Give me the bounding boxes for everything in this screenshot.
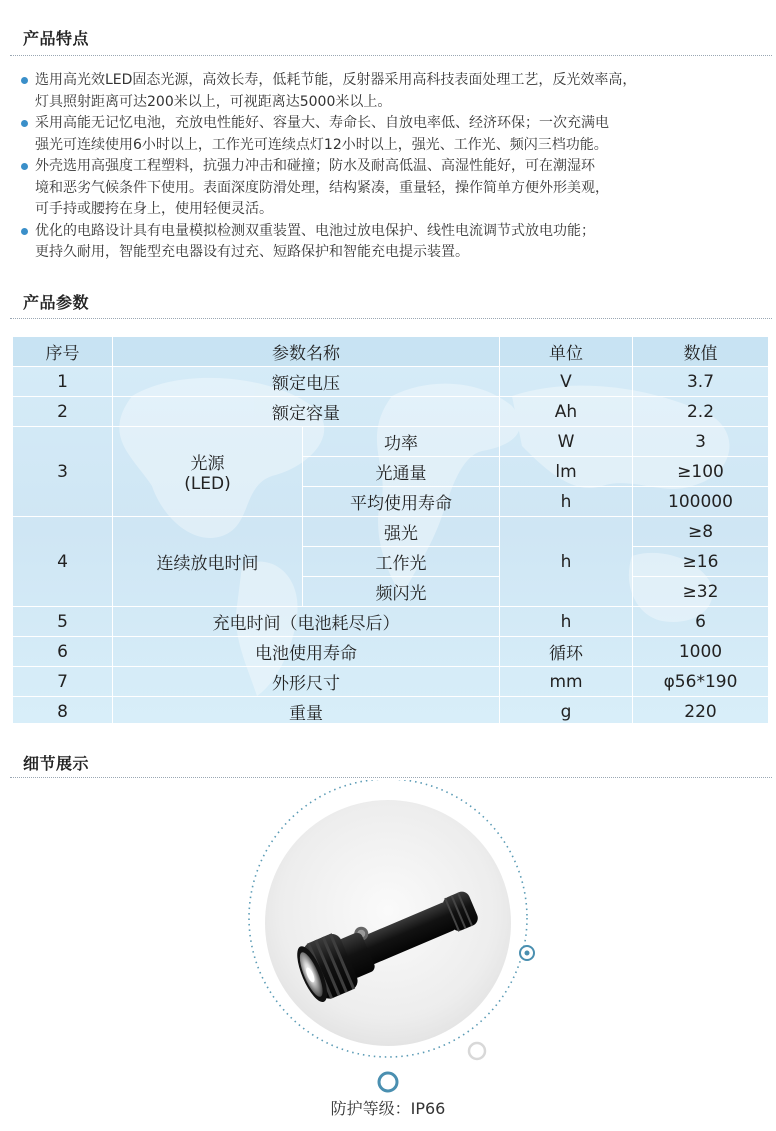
cell-unit: h: [500, 487, 633, 517]
feature-line: 优化的电路设计具有电量模拟检测双重装置、电池过放电保护、线性电流调节式放电功能；: [35, 222, 595, 239]
header-name: 参数名称: [113, 337, 500, 367]
cell-subname: 工作光: [303, 547, 500, 577]
table-row: [13, 667, 769, 697]
spec-table-panel: [12, 336, 768, 723]
feature-line: 灯具照射距离可达200米以上，可视距离达5000米以上。: [35, 93, 392, 110]
cell-subname: 频闪光: [303, 577, 500, 607]
feature-item: [20, 156, 765, 221]
bullet-icon: [21, 228, 28, 235]
table-row: [13, 367, 769, 397]
cell-value: 3.7: [633, 367, 769, 397]
cell-group: [113, 427, 303, 517]
cell-unit: Ah: [500, 397, 633, 427]
cell-no: 4: [13, 517, 113, 607]
bullet-icon: [21, 163, 28, 170]
header-unit: 单位: [500, 337, 633, 367]
cell-no: 5: [13, 607, 113, 637]
cell-value: ≥100: [633, 457, 769, 487]
details-title: 细节展示: [23, 754, 90, 773]
table-row: [13, 517, 769, 547]
table-row: [13, 637, 769, 667]
feature-line: 外壳选用高强度工程塑料，抗强力冲击和碰撞；防水及耐高低温、高湿性能好，可在潮湿环: [35, 158, 595, 174]
feature-line: 选用高光效LED固态光源，高效长寿，低耗节能，反射器采用高科技表面处理工艺，反光效率高，: [35, 72, 637, 88]
cell-unit: lm: [500, 457, 633, 487]
cell-no: 7: [13, 667, 113, 697]
table-row: [13, 427, 769, 457]
table-row: [13, 397, 769, 427]
cell-value: 3: [633, 427, 769, 457]
cell-value: 2.2: [633, 397, 769, 427]
details-divider: [10, 777, 772, 778]
params-divider: [10, 318, 772, 319]
cell-unit: h: [500, 517, 633, 607]
table-row: [13, 697, 769, 724]
feature-line: 采用高能无记忆电池，充放电性能好、容量大、寿命长、自放电率低、经济环保；一次充满电: [35, 115, 609, 131]
cell-value: ≥8: [633, 517, 769, 547]
header-no: 序号: [13, 337, 113, 367]
protection-rating-caption: 防护等级：IP66: [330, 1099, 446, 1118]
cell-subname: 光通量: [303, 457, 500, 487]
features-list: [20, 70, 765, 264]
feature-line: 境和恶劣气候条件下使用。表面深度防滑处理，结构紧凑，重量轻，操作简单方便外形美观，: [35, 179, 609, 196]
cell-no: 8: [13, 697, 113, 724]
cell-value: 220: [633, 697, 769, 724]
cell-unit: W: [500, 427, 633, 457]
feature-line: 强光可连续使用6小时以上，工作光可连续点灯12小时以上，强光、工作光、频闪三档功能。: [35, 136, 608, 153]
bullet-icon: [21, 77, 28, 84]
cell-unit: h: [500, 607, 633, 637]
features-divider: [10, 55, 772, 56]
ring-dot-icon: [379, 1073, 397, 1091]
cell-no: 1: [13, 367, 113, 397]
cell-name: 外形尺寸: [113, 667, 500, 697]
cell-unit: 循环: [500, 637, 633, 667]
table-header-row: [13, 337, 769, 367]
header-value: 数值: [633, 337, 769, 367]
cell-name: 充电时间（电池耗尽后）: [113, 607, 500, 637]
feature-line: 可手持或腰挎在身上，使用轻便灵活。: [35, 201, 273, 217]
cell-value: ≥16: [633, 547, 769, 577]
feature-item: [20, 221, 765, 264]
cell-value: φ56*190: [633, 667, 769, 697]
ring-dot-icon: [469, 1043, 485, 1059]
ring-dot-center-icon: [525, 951, 530, 956]
bullet-icon: [21, 120, 28, 127]
cell-subname: 平均使用寿命: [303, 487, 500, 517]
cell-subname: 强光: [303, 517, 500, 547]
group-label: 光源: [190, 454, 225, 474]
cell-name: 额定电压: [113, 367, 500, 397]
group-label-sub: (LED): [184, 474, 231, 494]
product-gallery: [0, 780, 776, 1131]
cell-name: 电池使用寿命: [113, 637, 500, 667]
cell-group: 连续放电时间: [113, 517, 303, 607]
cell-unit: g: [500, 697, 633, 724]
cell-no: 2: [13, 397, 113, 427]
cell-no: 3: [13, 427, 113, 517]
params-title: 产品参数: [23, 293, 90, 312]
table-row: [13, 607, 769, 637]
cell-subname: 功率: [303, 427, 500, 457]
cell-value: 6: [633, 607, 769, 637]
features-title: 产品特点: [23, 29, 90, 48]
cell-value: 1000: [633, 637, 769, 667]
cell-name: 重量: [113, 697, 500, 724]
cell-name: 额定容量: [113, 397, 500, 427]
cell-value: ≥32: [633, 577, 769, 607]
cell-unit: V: [500, 367, 633, 397]
spec-table: [12, 336, 768, 723]
cell-unit: mm: [500, 667, 633, 697]
feature-line: 更持久耐用，智能型充电器设有过充、短路保护和智能充电提示装置。: [35, 244, 469, 260]
cell-no: 6: [13, 637, 113, 667]
cell-value: 100000: [633, 487, 769, 517]
feature-item: [20, 113, 765, 156]
feature-item: [20, 70, 765, 113]
